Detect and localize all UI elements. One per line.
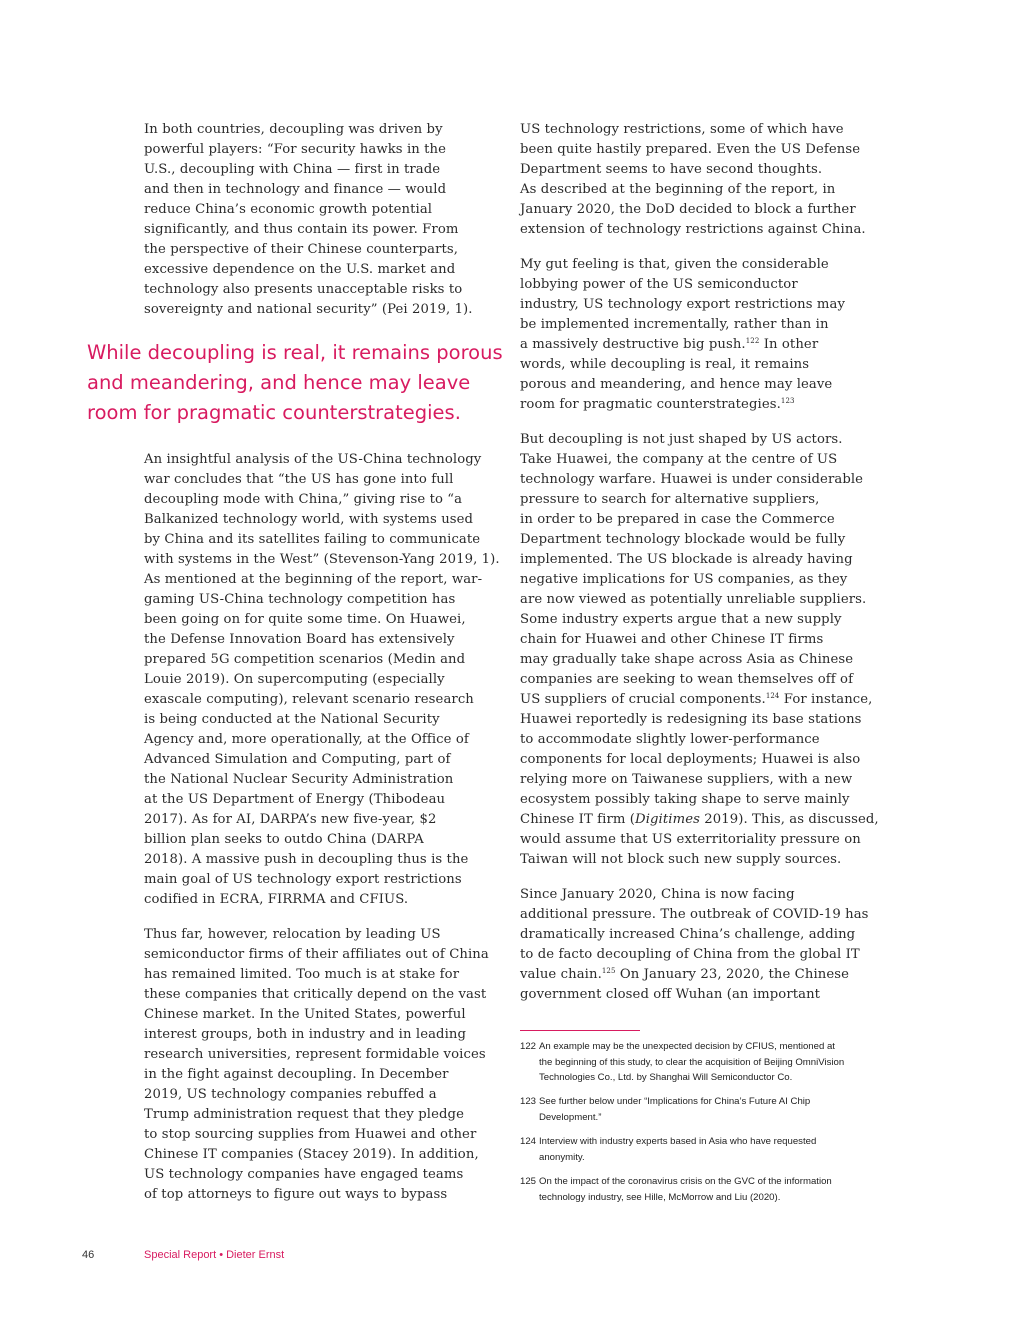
- text-line: the Defense Innovation Board has extensively: [144, 632, 455, 647]
- text-line: by China and its satellites failing to communicate: [144, 532, 481, 547]
- footnote-first-line: [520, 1096, 810, 1107]
- text-line: Thus far, however, relocation by leading US: [144, 927, 441, 942]
- text-line: research universities, represent formidable voices: [144, 1047, 486, 1062]
- text-line: to accommodate slightly lower-performance: [520, 732, 820, 747]
- text-line: room for pragmatic counterstrategies.: [87, 401, 461, 424]
- text-line: gaming US-China technology competition has: [144, 592, 456, 607]
- text-line: interest groups, both in industry and in leading: [144, 1027, 467, 1042]
- footnote-text: the beginning of this study, to clear the acquisition of Beijing OmniVision: [539, 1056, 845, 1068]
- text-line: Balkanized technology world, with systems used: [144, 512, 474, 527]
- text-line: Louie 2019). On supercomputing (especially: [144, 672, 445, 687]
- footnote-divider: [520, 1030, 640, 1031]
- text-line: prepared 5G competition scenarios (Medin and: [144, 652, 466, 667]
- text-line: Agency and, more operationally, at the Office of: [144, 732, 469, 747]
- text-line: may gradually take shape across Asia as Chinese: [520, 652, 854, 667]
- text-line: implemented. The US blockade is already having: [520, 552, 853, 567]
- right-paragraph-4: [520, 885, 869, 1005]
- text-line: semiconductor firms of their affiliates out of China: [144, 947, 489, 962]
- text-line: Advanced Simulation and Computing, part of: [144, 752, 451, 767]
- text-line: at the US Department of Energy (Thibodeau: [144, 792, 446, 807]
- text-line: main goal of US technology export restrictions: [144, 872, 462, 887]
- text-line: negative implications for US companies, as they: [520, 572, 848, 587]
- footnote-124: [520, 1134, 880, 1165]
- text-line: Chinese market. In the United States, powerful: [144, 1007, 466, 1022]
- text-line: U.S., decoupling with China — first in trade: [144, 162, 441, 177]
- text-line: room for pragmatic counterstrategies.$^{123}$: [520, 397, 795, 412]
- text-line: exascale computing), relevant scenario research: [144, 692, 474, 707]
- right-paragraph-1: [520, 120, 866, 240]
- text-line: government closed off Wuhan (an important: [520, 987, 821, 1002]
- text-line: In both countries, decoupling was driven by: [144, 122, 443, 137]
- text-line: porous and meandering, and hence may leave: [520, 377, 833, 392]
- footnote-text: Interview with industry experts based in Asia who have requested: [539, 1136, 817, 1147]
- text-line: reduce China’s economic growth potential: [144, 202, 433, 217]
- footnote-125: [520, 1174, 880, 1205]
- footnote-number: 123: [520, 1096, 537, 1107]
- text-line: words, while decoupling is real, it remains: [520, 357, 810, 372]
- footnote-122: [520, 1039, 880, 1086]
- text-line: are now viewed as potentially unreliable suppliers.: [520, 592, 867, 607]
- text-line: Trump administration request that they pledge: [144, 1107, 464, 1122]
- text-line: be implemented incrementally, rather than in: [520, 317, 829, 332]
- text-line: significantly, and thus contain its power. From: [144, 222, 459, 237]
- text-line: lobbying power of the US semiconductor: [520, 277, 798, 292]
- text-line: 2019, US technology companies rebuffed a: [144, 1087, 437, 1102]
- text-line: additional pressure. The outbreak of COVID-19 has: [520, 907, 869, 922]
- text-line: a massively destructive big push.$^{122}$ In other: [520, 337, 819, 352]
- footnote-ref-122[interactable]: 122: [745, 337, 760, 345]
- footnote-text: See further below under “Implications for China’s Future AI Chip: [539, 1096, 811, 1107]
- text-line: Take Huawei, the company at the centre of US: [520, 452, 838, 467]
- text-line: would assume that US exterritoriality pressure on: [520, 832, 861, 847]
- right-paragraph-3: [520, 430, 879, 870]
- text-line: My gut feeling is that, given the considerable: [520, 257, 829, 272]
- page-number: 46: [82, 1249, 95, 1261]
- text-line: powerful players: “For security hawks in the: [144, 142, 447, 157]
- text-line: relying more on Taiwanese suppliers, with a new: [520, 772, 853, 787]
- text-line: with systems in the West” (Stevenson-Yang 2019, 1).: [144, 552, 500, 567]
- footnote-ref-125[interactable]: 125: [601, 967, 616, 975]
- running-head: Special Report • Dieter Ernst: [144, 1249, 285, 1261]
- text-line: components for local deployments; Huawei is also: [520, 752, 861, 767]
- text-line: Chinese IT companies (Stacey 2019). In addition,: [144, 1147, 479, 1162]
- left-paragraph-1: [144, 120, 473, 320]
- text-line: 2018). A massive push in decoupling thus is the: [144, 852, 469, 867]
- text-line: billion plan seeks to outdo China (DARPA: [144, 832, 424, 847]
- left-paragraph-2: [144, 450, 500, 910]
- footnote-123: [520, 1094, 880, 1125]
- text-line: excessive dependence on the U.S. market and: [144, 262, 456, 277]
- left-paragraph-3: [144, 925, 489, 1205]
- text-line: and then in technology and finance — would: [144, 182, 447, 197]
- footnote-first-line: [520, 1041, 835, 1052]
- text-line: As mentioned at the beginning of the report, war-: [144, 572, 483, 587]
- text-line: in the fight against decoupling. In December: [144, 1067, 449, 1082]
- text-line: While decoupling is real, it remains porous: [87, 341, 503, 364]
- text-line: pressure to search for alternative suppliers,: [520, 492, 820, 507]
- text-line: value chain.$^{125}$ On January 23, 2020, the Chinese: [520, 967, 850, 982]
- text-line: technology also presents unacceptable risks to: [144, 282, 463, 297]
- text-line: Some industry experts argue that a new supply: [520, 612, 842, 627]
- footnote-text: anonymity.: [539, 1151, 585, 1163]
- text-line: companies are seeking to wean themselves off of: [520, 672, 854, 687]
- footnote-text: On the impact of the coronavirus crisis on the GVC of the information: [539, 1176, 832, 1187]
- text-line: of top attorneys to figure out ways to bypass: [144, 1187, 448, 1202]
- text-line: ecosystem possibly taking shape to serve mainly: [520, 792, 850, 807]
- footnote-text: Technologies Co., Ltd. by Shanghai Will Semiconductor Co.: [539, 1072, 793, 1083]
- text-line: Chinese IT firm (Digitimes 2019). This, as discussed,: [520, 812, 879, 827]
- footnote-text: An example may be the unexpected decision by CFIUS, mentioned at: [539, 1041, 835, 1052]
- footnote-text: Development.”: [539, 1111, 602, 1123]
- pull-quote: [87, 338, 507, 428]
- text-line: has remained limited. Too much is at stake for: [144, 967, 460, 982]
- text-line: Since January 2020, China is now facing: [520, 887, 795, 902]
- text-line: war concludes that “the US has gone into full: [144, 472, 454, 487]
- text-line: Department technology blockade would be fully: [520, 532, 846, 547]
- footnote-number: 125: [520, 1176, 537, 1187]
- text-line: US technology companies have engaged teams: [144, 1167, 464, 1182]
- text-line: the National Nuclear Security Administration: [144, 772, 454, 787]
- text-line: codified in ECRA, FIRRMA and CFIUS.: [144, 892, 409, 907]
- text-line: But decoupling is not just shaped by US actors.: [520, 432, 843, 447]
- text-line: industry, US technology export restrictions may: [520, 297, 846, 312]
- text-line: US suppliers of crucial components.$^{124}$ For instance,: [520, 692, 873, 707]
- right-paragraph-2: [520, 255, 845, 415]
- footnote-text: technology industry, see Hille, McMorrow and Liu (2020).: [539, 1191, 781, 1203]
- text-line: chain for Huawei and other Chinese IT firms: [520, 632, 824, 647]
- text-line: been quite hastily prepared. Even the US Defense: [520, 142, 861, 157]
- text-line: is being conducted at the National Security: [144, 712, 440, 727]
- text-line: dramatically increased China’s challenge, adding: [520, 927, 856, 942]
- text-line: 2017). As for AI, DARPA’s new five-year, $2: [144, 812, 437, 827]
- text-line: Huawei reportedly is redesigning its base stations: [520, 712, 862, 727]
- text-line: sovereignty and national security” (Pei 2019, 1).: [144, 302, 473, 317]
- text-line: January 2020, the DoD decided to block a further: [520, 202, 856, 217]
- text-line: been going on for quite some time. On Huawei,: [144, 612, 466, 627]
- text-line: the perspective of their Chinese counterparts,: [144, 242, 459, 257]
- footnote-number: 124: [520, 1136, 537, 1147]
- footnote-first-line: [520, 1176, 832, 1187]
- footnote-first-line: [520, 1136, 816, 1147]
- text-line: to stop sourcing supplies from Huawei and other: [144, 1127, 477, 1142]
- footnote-ref-124[interactable]: 124: [765, 692, 780, 700]
- text-line: in order to be prepared in case the Commerce: [520, 512, 835, 527]
- text-line: and meandering, and hence may leave: [87, 371, 471, 394]
- text-line: these companies that critically depend on the vast: [144, 987, 487, 1002]
- text-line: Department seems to have second thoughts.: [520, 162, 823, 177]
- text-line: decoupling mode with China,” giving rise to “a: [144, 492, 463, 507]
- text-line: An insightful analysis of the US-China technology: [144, 452, 482, 467]
- text-line: Taiwan will not block such new supply sources.: [520, 852, 842, 867]
- footnote-number: 122: [520, 1041, 537, 1052]
- text-line: extension of technology restrictions against China.: [520, 222, 866, 237]
- text-line: to de facto decoupling of China from the global IT: [520, 947, 860, 962]
- text-line: As described at the beginning of the report, in: [520, 182, 836, 197]
- publication-title: Digitimes: [635, 812, 700, 827]
- text-line: US technology restrictions, some of which have: [520, 122, 844, 137]
- footnote-ref-123[interactable]: 123: [780, 397, 795, 405]
- text-line: technology warfare. Huawei is under considerable: [520, 472, 864, 487]
